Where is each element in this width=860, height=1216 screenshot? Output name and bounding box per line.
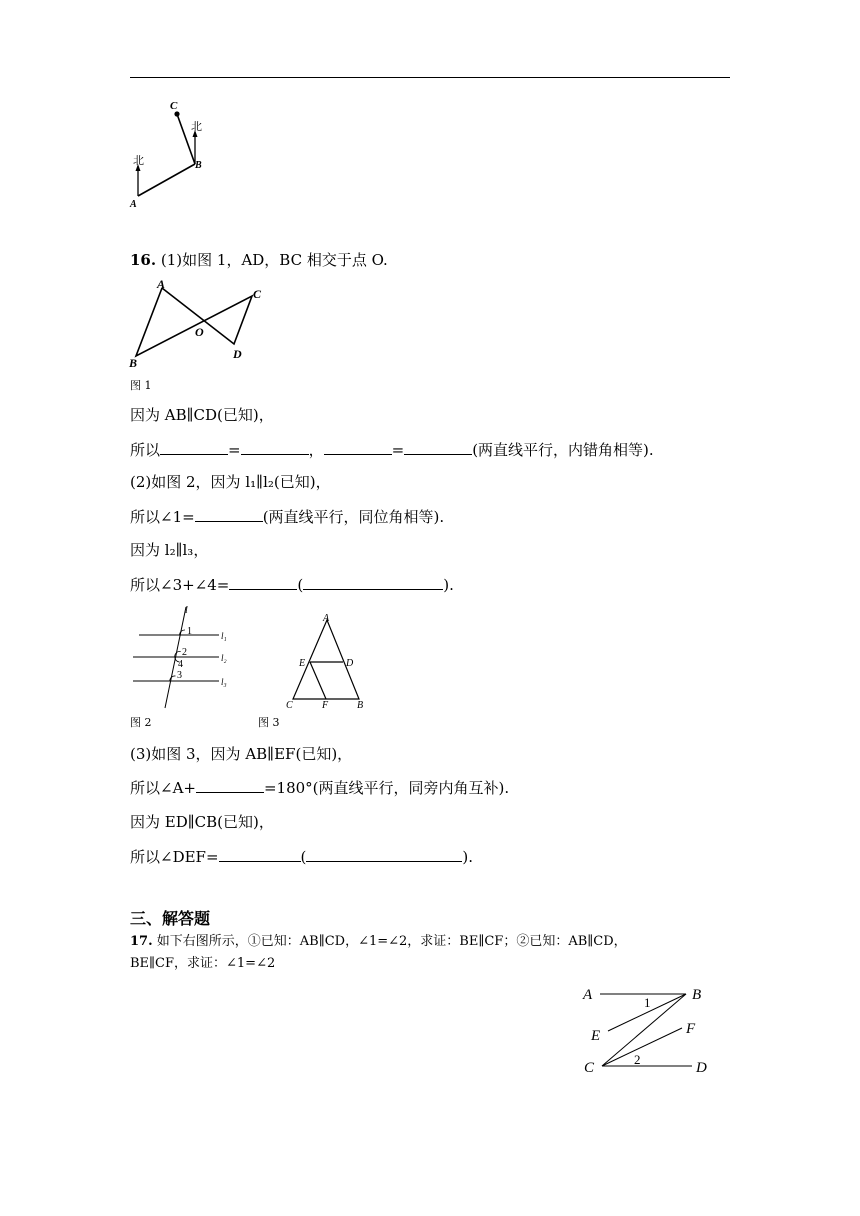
fig1-label-D: D (233, 347, 242, 361)
q16-text1: (1)如图 1，AD，BC 相交于点 O. (160, 251, 388, 269)
blank-7[interactable] (303, 574, 443, 590)
fig1-caption: 图 1 (130, 379, 152, 392)
fig3-triangle (280, 612, 380, 712)
q16-line1 (130, 250, 388, 270)
blank-9[interactable] (219, 846, 301, 862)
fig3-caption: 图 3 (258, 716, 280, 729)
fig1-label-B: B (129, 356, 138, 370)
q17-number: 17. (130, 934, 153, 949)
fig2-label-2: 2 (182, 647, 187, 658)
q16-p2-b-start: 所以∠1= (130, 508, 195, 526)
q16-p3-c: 因为 ED∥CB(已知)， (130, 813, 274, 831)
q17-line1 (130, 932, 627, 952)
blank-10[interactable] (306, 846, 462, 862)
q16-p3-b (130, 777, 509, 798)
blank-8[interactable] (196, 777, 264, 793)
eq-sign: = (228, 441, 241, 459)
label-B: B (195, 160, 202, 171)
q16-p2-a: (2)如图 2，因为 l₁∥l₂(已知)， (130, 473, 331, 491)
fig1-label-C: C (253, 287, 262, 301)
blank-4[interactable] (404, 439, 472, 455)
q17-label-A: A (583, 987, 593, 1003)
q17-label-D: D (696, 1060, 707, 1076)
fig1-label-O: O (195, 325, 204, 339)
fig3-label-F: F (322, 700, 329, 711)
fig3-label-E: E (299, 658, 306, 669)
q16-p3-d-start: 所以∠DEF= (130, 848, 219, 866)
fig2-label-l: l (185, 605, 188, 616)
q16-number: 16. (130, 251, 157, 269)
comma: ， (308, 441, 324, 459)
fig1-label-A: A (157, 278, 166, 291)
q16-p1-b (130, 439, 654, 460)
blank-5[interactable] (195, 506, 263, 522)
fig2-label-3: 3 (177, 670, 182, 681)
q16-p2-d-start: 所以∠3+∠4= (130, 576, 230, 594)
label-A: A (130, 199, 137, 210)
q16-p2-c: 因为 l₂∥l₃， (130, 541, 209, 559)
fig3-label-C: C (286, 700, 293, 711)
blank-3[interactable] (324, 439, 392, 455)
q17-label-E: E (591, 1028, 601, 1044)
section-heading: 三、解答题 (130, 909, 211, 928)
open-paren: ( (297, 576, 304, 594)
close-paren: ). (462, 848, 474, 866)
q16-p3-b-end: =180°(两直线平行，同旁内角互补). (263, 779, 510, 797)
blank-6[interactable] (229, 574, 297, 590)
q17-label-1: 1 (644, 995, 651, 1010)
q17-label-B: B (692, 987, 702, 1003)
header-rule (130, 77, 730, 78)
q16-p1-b-reason: (两直线平行，内错角相等). (472, 441, 654, 459)
q16-p1-b-start: 所以 (130, 441, 161, 459)
q16-p2-d (130, 574, 454, 595)
fig2-label-1: 1 (187, 626, 192, 637)
blank-2[interactable] (241, 439, 309, 455)
fig2-label-4: 4 (178, 659, 183, 670)
q17-text1: 如下右图所示，①已知：AB∥CD，∠1=∠2，求证：BE∥CF；②已知：AB∥CD， (156, 934, 627, 949)
q17-label-C: C (584, 1060, 595, 1076)
fig2-label-l2: l₂ (221, 653, 227, 663)
fig2-label-l1: l₁ (221, 631, 227, 641)
q17-figure (578, 980, 718, 1080)
fig2-caption: 图 2 (130, 716, 152, 729)
fig2-parallel-lines (128, 604, 238, 710)
q16-p1-a: 因为 AB∥CD(已知)， (130, 406, 274, 424)
q17-label-F: F (686, 1021, 696, 1037)
eq-sign: = (391, 441, 405, 459)
label-north-B: 北 (191, 121, 202, 133)
q16-p2-b-reason: (两直线平行，同位角相等). (262, 508, 445, 526)
fig2-label-l3: l₃ (221, 677, 227, 687)
label-C: C (170, 100, 178, 112)
fig15-direction-diagram (128, 98, 218, 210)
fig3-label-A: A (323, 613, 330, 624)
q16-p3-d (130, 846, 473, 867)
fig3-label-B: B (357, 700, 364, 711)
label-north-A: 北 (133, 155, 144, 167)
q16-p2-b (130, 506, 444, 527)
q16-p3-a: (3)如图 3，因为 AB∥EF(已知)， (130, 745, 353, 763)
fig3-label-D: D (346, 658, 354, 669)
q17-line2: BE∥CF，求证：∠1=∠2 (130, 956, 276, 971)
close-paren: ). (443, 576, 454, 594)
open-paren: ( (300, 848, 307, 866)
q17-label-2: 2 (634, 1052, 641, 1067)
blank-1[interactable] (160, 439, 228, 455)
q16-p3-b-start: 所以∠A+ (130, 779, 196, 797)
fig1-triangles (128, 278, 268, 370)
